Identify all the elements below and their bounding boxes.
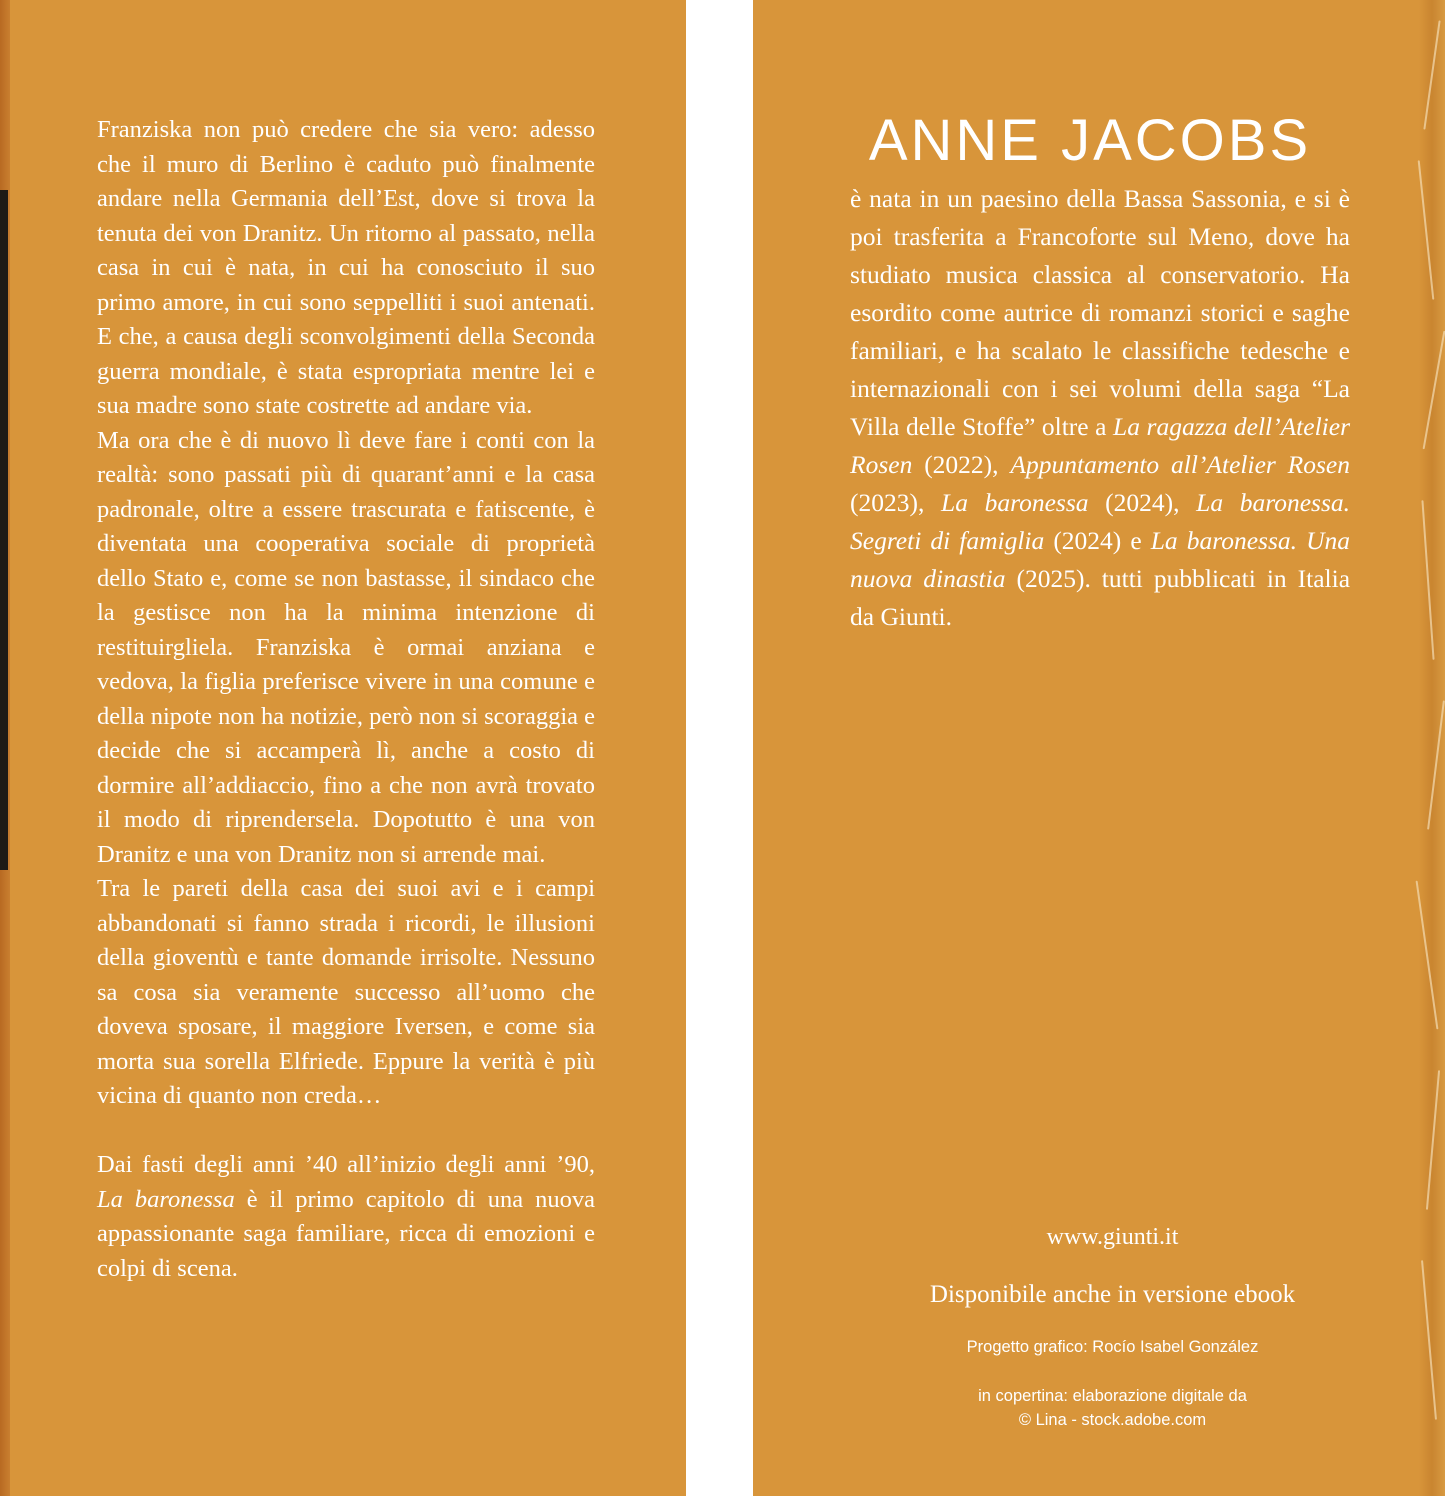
synopsis-paragraph: Franziska non può credere che sia vero: adesso che il muro di Berlino è caduto può finalmente andare nella Germania dell’Est, dove si trova la tenuta dei von Dranitz. Un ritorno al passato, nella casa in cui è nata, in cui ha conosciuto il suo primo amore, in cui sono seppelliti i suoi antenati. E che, a causa degli sconvolgimenti della Seconda guerra mondiale, è stata espropriata mentre lei e sua madre sono state costrette ad andare via. xyxy=(97,116,595,419)
book-title: La baronessa. Segreti di famiglia xyxy=(850,488,1351,555)
ebook-note: Disponibile anche in versione ebook xyxy=(929,1281,1296,1308)
author-name: ANNE JACOBS xyxy=(868,108,1312,173)
book-title: La baronessa xyxy=(97,1185,235,1213)
front-flap xyxy=(753,0,1419,1496)
cover-spine-edge xyxy=(0,0,10,1496)
book-title: La ragazza dell’Atelier Rosen xyxy=(850,412,1350,479)
synopsis xyxy=(97,113,595,1286)
synopsis-paragraph: Tra le pareti della casa dei suoi avi e i campi abbandonati si fanno strada i ricordi, le illusioni della gioventù e tante domande irrisolte. Nessuno sa cosa sia veramente successo all’uomo che doveva sposare, il maggiore Iversen, e come sia morta sua sorella Elfriede. Eppure la verità è più vicina di quanto non creda… xyxy=(97,875,595,1109)
book-title: Appuntamento all’Atelier Rosen xyxy=(1010,450,1350,479)
publisher-website: www.giunti.it xyxy=(1046,1224,1179,1250)
author-bio: è nata in un paesino della Bassa Sassonia, e si è poi trasferita a Francoforte sul Meno, dove ha studiato musica classica al conservatorio. Ha esordito come autrice di romanzi storici e saghe familiari, e ha scalato le classifiche tedesche e internazionali con i sei volumi della saga “La Villa delle Stoffe” oltre a La ragazza dell’Atelier Rosen (2022), Appuntamento all’Atelier Rosen (2023), La baronessa (2024), La baronessa. Segreti di famiglia (2024) e La baronessa. Una nuova dinastia (2025). tutti pubblicati in Italia da Giunti. xyxy=(850,184,1351,631)
closing-paragraph: Dai fasti degli anni ’40 all’inizio degli anni ’90, La baronessa è il primo capitolo di una nuova appassionante saga familiare, ricca di emozioni e colpi di scena. xyxy=(97,1151,595,1282)
book-title: La baronessa. Una nuova dinastia xyxy=(850,526,1350,593)
spine-dark-band xyxy=(0,190,8,870)
cover-credit: in copertina: elaborazione digitale da © Lina - stock.adobe.com xyxy=(978,1387,1247,1429)
synopsis-paragraph: Ma ora che è di nuovo lì deve fare i conti con la realtà: sono passati più di quarant’anni e la casa padronale, oltre a essere trascurata e fatiscente, è diventata una cooperativa sociale di proprietà dello Stato e, come se non bastasse, il sindaco che la gestisce non ha la minima intenzione di restituirgliela. Franziska è ormai anziana e vedova, la figlia preferisce vivere in una comune e della nipote non ha notizie, però non si scoraggia e decide che si accamperà lì, anche a costo di dormire all’addiaccio, fino a che non avrà trovato il modo di riprendersela. Dopotutto è una von Dranitz e una von Dranitz non si arrende mai. xyxy=(97,426,596,868)
design-credit: Progetto grafico: Rocío Isabel González xyxy=(966,1338,1259,1356)
cover-edge-ornament xyxy=(1419,0,1445,1496)
book-title: La baronessa xyxy=(941,488,1089,517)
back-flap xyxy=(10,0,686,1496)
flap-gap xyxy=(686,0,753,1496)
